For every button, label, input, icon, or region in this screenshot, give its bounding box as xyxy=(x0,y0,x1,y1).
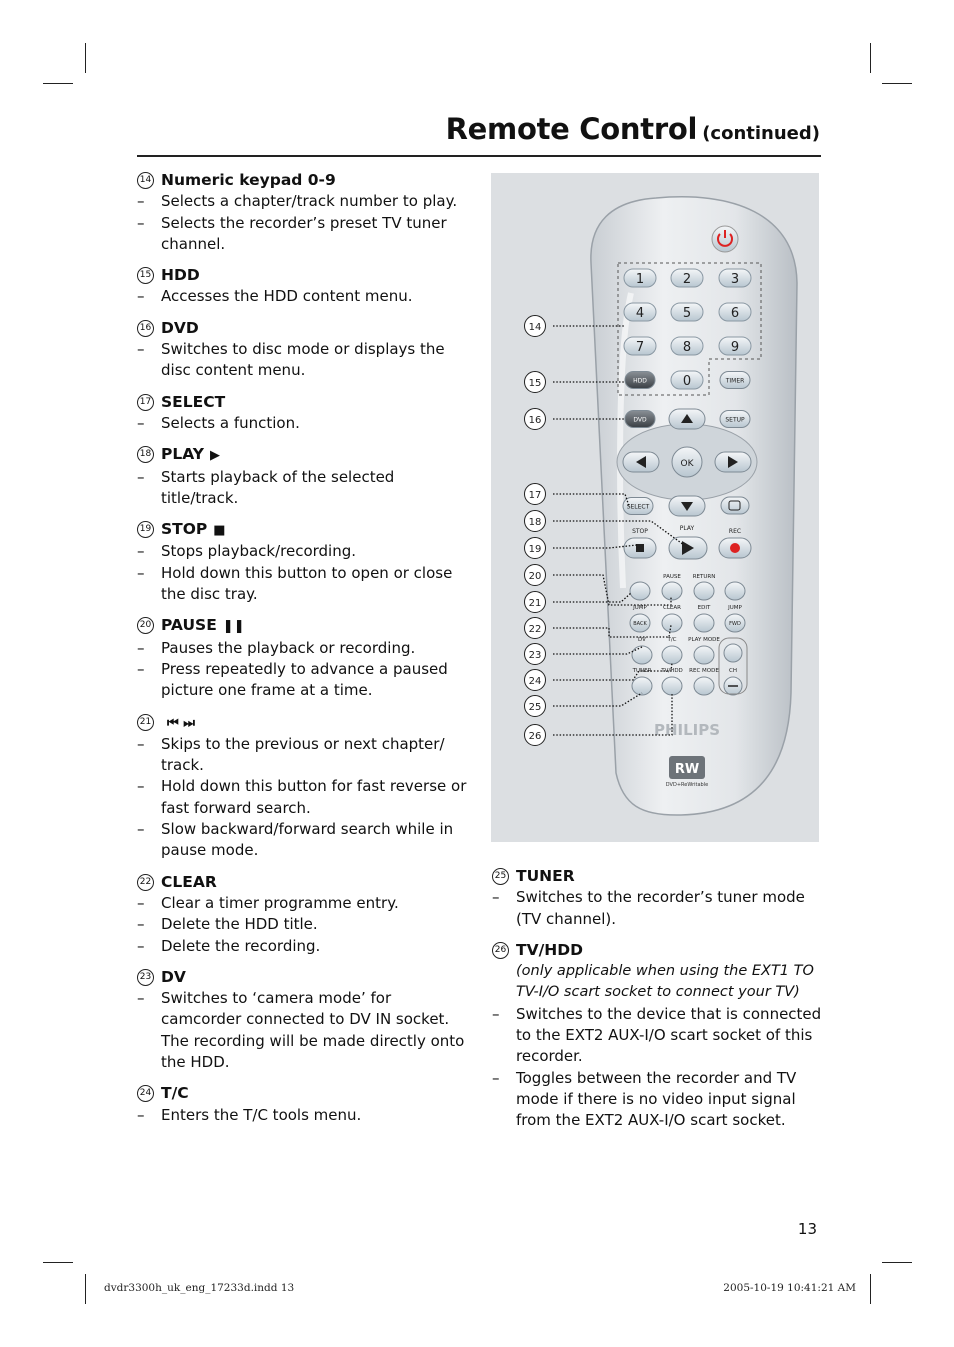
section-line: – Toggles between the recorder and TV mode if there is no video input signal from the EXT2 AUX-I/O scart socket. xyxy=(492,1068,822,1132)
crop-mark xyxy=(43,1262,73,1263)
jump-left-label: JUMP xyxy=(633,605,647,611)
stop-label: STOP xyxy=(632,528,648,535)
section-line: – Press repeatedly to advance a paused picture one frame at a time. xyxy=(137,659,467,702)
section-title: TUNER xyxy=(516,867,575,885)
rec-label: REC xyxy=(728,528,742,535)
callout-number: 16 xyxy=(528,415,542,426)
callout-number: 20 xyxy=(528,571,542,582)
tc-label: T/C xyxy=(667,637,677,643)
section-heading xyxy=(492,940,822,961)
keypad-label: 5 xyxy=(682,306,692,321)
section-line: – Slow backward/forward search while in pause mode. xyxy=(137,819,467,862)
section-18 xyxy=(137,444,467,509)
left-column xyxy=(137,170,467,1136)
button-symbol-icon: ❚❚ xyxy=(222,619,245,635)
callout-number: 15 xyxy=(137,267,154,284)
play-mode-button[interactable] xyxy=(694,646,714,664)
section-21 xyxy=(137,712,467,862)
callout-number: 25 xyxy=(528,702,542,713)
play-mode-label: PLAY MODE xyxy=(688,637,720,643)
section-line: The recording will be made directly onto the HDD. xyxy=(161,1031,465,1071)
tuner-button[interactable] xyxy=(632,677,652,695)
page-title xyxy=(446,112,820,146)
section-line: – Skips to the previous or next chapter/ track. xyxy=(137,734,467,777)
remote-illustration xyxy=(491,173,819,842)
section-line: – Clear a timer programme entry. xyxy=(137,893,467,914)
dvd-button-label: DVD xyxy=(633,416,647,424)
svg-text:RW: RW xyxy=(674,762,700,777)
stop-icon xyxy=(636,544,644,552)
page-title-continued: (continued) xyxy=(702,123,820,144)
callout-number: 22 xyxy=(137,874,154,891)
section-line: – Switches to the device that is connected to the EXT2 AUX-I/O scart socket of this recorder. xyxy=(492,1004,822,1068)
jump-right-label: JUMP xyxy=(728,605,742,611)
ch-label: CH xyxy=(729,668,737,674)
section-line: – Enters the T/C tools menu. xyxy=(137,1105,467,1126)
pause-label: PAUSE xyxy=(663,574,681,580)
callout-number: 16 xyxy=(137,320,154,337)
next-button[interactable] xyxy=(725,582,745,600)
return-label: RETURN xyxy=(692,574,716,580)
crop-mark xyxy=(882,1262,912,1263)
section-note: (only applicable when using the EXT1 TO TV-I/O scart socket to connect your TV) xyxy=(516,963,814,1001)
back-label: BACK xyxy=(633,621,647,627)
keypad-label: 6 xyxy=(730,306,740,321)
section-title: SELECT xyxy=(161,392,226,411)
tuner-label: TUNER xyxy=(632,668,652,674)
crop-mark xyxy=(870,43,871,73)
page-number: 13 xyxy=(797,1220,817,1238)
callout-number: 23 xyxy=(137,969,154,986)
tvhdd-label: TV/HDD xyxy=(661,668,683,674)
callout-number: 26 xyxy=(528,731,542,742)
section-title: DV xyxy=(161,967,186,986)
rec-mode-label: REC MODE xyxy=(689,668,719,674)
section-16 xyxy=(137,318,467,382)
section-15 xyxy=(137,265,467,308)
callout-number: 14 xyxy=(528,322,542,333)
callout-number: 21 xyxy=(528,598,542,609)
callout-number: 23 xyxy=(528,650,542,661)
crop-mark xyxy=(85,43,86,73)
section-heading xyxy=(492,866,822,887)
crop-mark xyxy=(85,1274,86,1304)
callout-number: 25 xyxy=(492,868,509,885)
footer-filename: dvdr3300h_uk_eng_17233d.indd 13 xyxy=(104,1282,295,1294)
callout-number: 18 xyxy=(137,446,154,463)
previous-button[interactable] xyxy=(630,582,650,600)
callout-number: 24 xyxy=(137,1085,154,1102)
section-heading xyxy=(137,615,467,637)
callout-number: 24 xyxy=(528,676,542,687)
section-heading xyxy=(137,967,467,988)
section-heading xyxy=(137,872,467,893)
callout-number: 17 xyxy=(137,394,154,411)
section-19 xyxy=(137,519,467,605)
section-line: – Pauses the playback or recording. xyxy=(137,638,467,659)
section-26 xyxy=(492,940,822,1132)
section-14 xyxy=(137,170,467,255)
dv-label: DV xyxy=(638,637,646,643)
setup-button-label: SETUP xyxy=(725,416,745,424)
section-title: CLEAR xyxy=(161,872,217,891)
section-heading xyxy=(137,712,467,734)
ok-button-label: OK xyxy=(680,459,694,469)
svg-text:DVD+ReWritable: DVD+ReWritable xyxy=(665,782,709,788)
callout-number: 26 xyxy=(492,942,509,959)
section-line: – Switches to ‘camera mode’ for camcorder connected to DV IN socket. xyxy=(137,988,467,1031)
ch-up-button[interactable] xyxy=(724,644,742,662)
title-rule xyxy=(137,155,821,157)
crop-mark xyxy=(870,1274,871,1304)
page-title-main: Remote Control xyxy=(445,112,698,146)
section-23 xyxy=(137,967,467,1073)
keypad-label: 7 xyxy=(635,340,645,355)
pause-button[interactable] xyxy=(662,582,682,600)
footer-timestamp: 2005-10-19 10:41:21 AM xyxy=(723,1282,856,1294)
button-symbol-icon: ■ xyxy=(213,523,226,539)
section-title: STOP xyxy=(161,520,208,539)
crop-mark xyxy=(882,83,912,84)
edit-button[interactable] xyxy=(694,614,714,632)
edit-label: EDIT xyxy=(697,605,711,611)
section-line: – Selects a function. xyxy=(137,413,467,434)
section-heading xyxy=(137,170,467,191)
section-20 xyxy=(137,615,467,701)
callout-number: 19 xyxy=(137,521,154,538)
section-line: – Selects the recorder’s preset TV tuner channel. xyxy=(137,213,467,256)
section-line: – Switches to disc mode or displays the disc content menu. xyxy=(137,339,467,382)
remote-control-figure xyxy=(491,173,819,842)
callout-number: 14 xyxy=(137,172,154,189)
return-button[interactable] xyxy=(694,582,714,600)
clear-label: CLEAR xyxy=(663,605,681,611)
section-title: TV/HDD xyxy=(516,940,583,959)
callout-number: 22 xyxy=(528,624,542,635)
section-heading xyxy=(137,1083,467,1104)
callout-number: 20 xyxy=(137,617,154,634)
button-symbol-icon: ▶ xyxy=(209,448,220,464)
callout-number: 21 xyxy=(137,714,154,731)
section-title: T/C xyxy=(161,1084,189,1103)
hdd-button-label: HDD xyxy=(633,377,647,385)
section-title: DVD xyxy=(161,318,199,337)
right-column xyxy=(492,866,822,1142)
section-line: – Selects a chapter/track number to play. xyxy=(137,191,467,212)
section-title: HDD xyxy=(161,266,200,285)
section-heading xyxy=(137,519,467,541)
section-24 xyxy=(137,1083,467,1126)
section-line: – Starts playback of the selected title/track. xyxy=(137,467,467,510)
section-line: – Stops playback/recording. xyxy=(137,541,467,562)
tvhdd-button[interactable] xyxy=(662,677,682,695)
callout-number: 18 xyxy=(528,517,542,528)
section-line: – Delete the HDD title. xyxy=(137,914,467,935)
keypad-label: 2 xyxy=(682,272,692,287)
callout-number: 15 xyxy=(528,378,542,389)
philips-logo: PHILIPS xyxy=(653,721,721,739)
keypad-label: 1 xyxy=(635,272,645,287)
record-icon xyxy=(730,543,740,553)
callout-number: 17 xyxy=(528,490,542,501)
section-heading xyxy=(137,318,467,339)
keypad-label: 0 xyxy=(682,374,692,389)
section-line: – Hold down this button to open or close the disc tray. xyxy=(137,563,467,606)
dv-button[interactable] xyxy=(632,646,652,664)
section-title: Numeric keypad 0-9 xyxy=(161,171,336,189)
section-title: PAUSE xyxy=(161,616,217,635)
power-icon xyxy=(712,226,738,252)
section-line: – Delete the recording. xyxy=(137,936,467,957)
section-22 xyxy=(137,872,467,957)
keypad-label: 8 xyxy=(682,340,692,355)
section-heading xyxy=(137,265,467,286)
section-heading xyxy=(137,444,467,466)
section-line: – Accesses the HDD content menu. xyxy=(137,286,467,307)
section-17 xyxy=(137,392,467,435)
section-title: PLAY xyxy=(161,445,204,464)
display-button[interactable] xyxy=(721,497,749,514)
callout-number: 19 xyxy=(528,544,542,555)
tc-button[interactable] xyxy=(662,646,682,664)
button-symbol-icon: ⏮ ⏭ xyxy=(167,715,195,731)
keypad-label: 3 xyxy=(730,272,740,287)
timer-button-label: TIMER xyxy=(725,377,745,385)
keypad-label: 9 xyxy=(730,340,740,355)
rec-mode-button[interactable] xyxy=(694,677,714,695)
select-button-label: SELECT xyxy=(626,503,650,511)
play-label: PLAY xyxy=(679,525,695,532)
crop-mark xyxy=(43,83,73,84)
section-25 xyxy=(492,866,822,930)
section-line: – Switches to the recorder’s tuner mode (TV channel). xyxy=(492,887,822,930)
clear-button[interactable] xyxy=(662,614,682,632)
fwd-label: FWD xyxy=(729,621,741,627)
keypad-label: 4 xyxy=(635,306,645,321)
section-line: – Hold down this button for fast reverse or fast forward search. xyxy=(137,776,467,819)
section-heading xyxy=(137,392,467,413)
